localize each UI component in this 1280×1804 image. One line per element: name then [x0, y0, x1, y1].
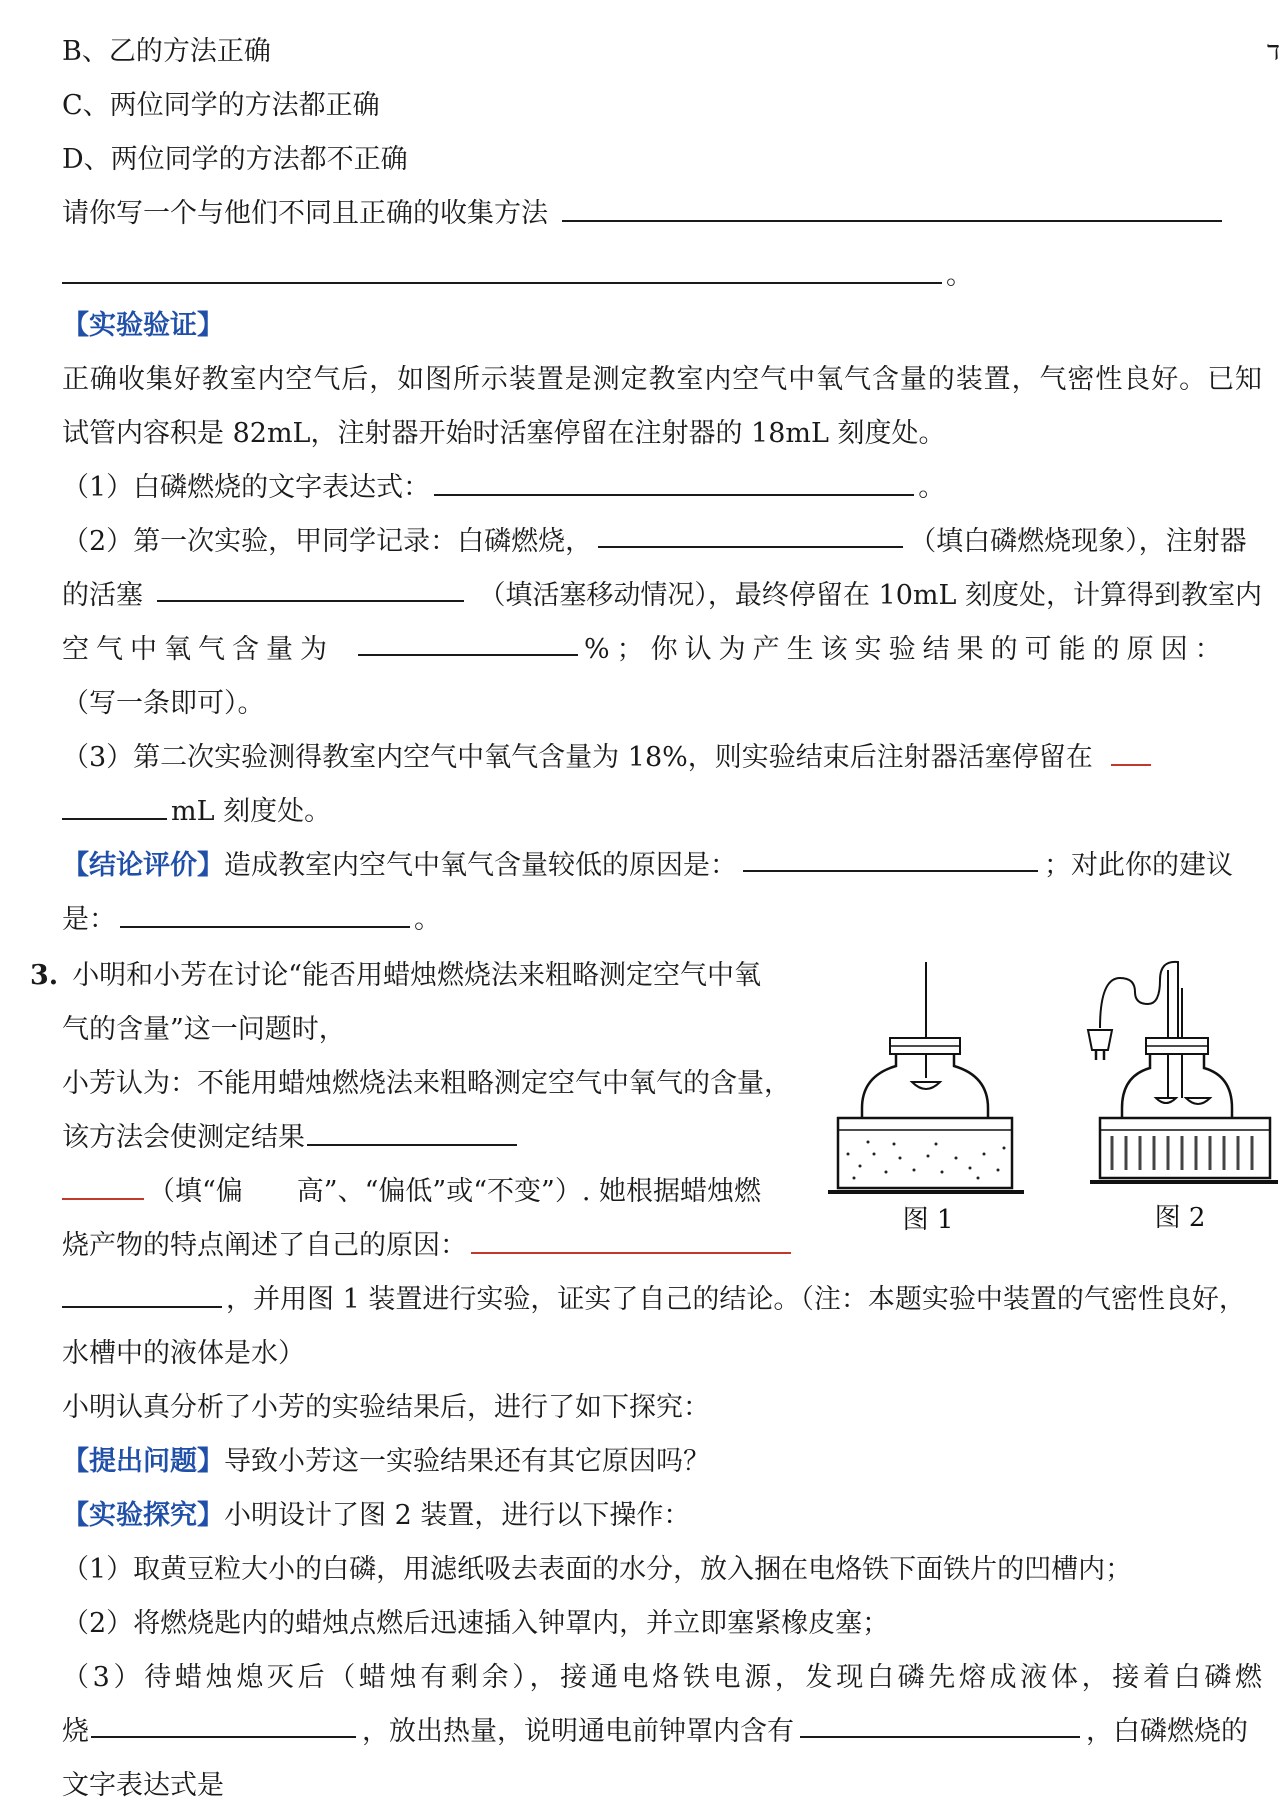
option-b: B、乙的方法正确: [62, 36, 271, 67]
answer-blank[interactable]: [743, 848, 1038, 872]
verify-text-line1: 正确收集好教室内空气后，如图所示装置是测定教室内空气中氧气含量的装置，气密性良好。已知: [62, 364, 1262, 395]
question-3-line1: （3）第二次实验测得教室内空气中氧气含量为 18%，则实验结束后注射器活塞停留在: [62, 740, 1155, 776]
collect-method-question: 请你写一个与他们不同且正确的收集方法: [62, 196, 1226, 232]
step-3-line3: 文字表达式是: [62, 1770, 224, 1801]
question-2-line4: （写一条即可）。: [62, 688, 265, 719]
question-3-line2: mL 刻度处。: [62, 794, 331, 830]
answer-blank[interactable]: [157, 578, 464, 602]
answer-blank[interactable]: [62, 260, 942, 284]
figure-2-caption: 图 2: [1154, 1203, 1206, 1233]
answer-blank[interactable]: [598, 524, 903, 548]
verify-text-line2: 试管内容积是 82mL，注射器开始时活塞停留在注射器的 18mL 刻度处。: [62, 418, 946, 449]
question-2-line2: 的活塞 （填活塞移动情况），最终停留在 10mL 刻度处，计算得到教室内: [62, 580, 1262, 611]
step-3-line2: 烧 ，放出热量，说明通电前钟罩内含有 ，白磷燃烧的: [62, 1716, 1248, 1747]
answer-blank[interactable]: [120, 904, 410, 928]
figure-2-apparatus: [1060, 958, 1280, 1238]
problem-3-line8: 水槽中的液体是水）: [62, 1338, 305, 1369]
answer-blank[interactable]: [62, 1176, 144, 1200]
answer-blank[interactable]: [562, 198, 1222, 222]
problem-3-line3: 小芳认为：不能用蜡烛燃烧法来粗略测定空气中氧气的含量，: [62, 1068, 791, 1099]
figure-1-apparatus: [828, 958, 1028, 1238]
option-d: D、两位同学的方法都不正确: [62, 144, 408, 175]
answer-blank[interactable]: [307, 1122, 517, 1146]
option-c: C、两位同学的方法都正确: [62, 90, 380, 121]
explore-intro: 【实验探究】小明设计了图 2 装置，进行以下操作：: [62, 1500, 691, 1531]
step-3-line1: （3）待蜡烛熄灭后（蜡烛有剩余），接通电烙铁电源，发现白磷先熔成液体，接着白磷燃: [62, 1662, 1262, 1693]
collect-method-line2: 。: [62, 258, 973, 294]
conclusion-line2: 是： 。: [62, 904, 441, 935]
step-1: （1）取黄豆粒大小的白磷，用滤纸吸去表面的水分，放入捆在电烙铁下面铁片的凹槽内；: [62, 1554, 1133, 1585]
problem-3-line9: 小明认真分析了小芳的实验结果后，进行了如下探究：: [62, 1392, 710, 1423]
section-heading-verify: 【实验验证】: [62, 310, 224, 341]
step-2: （2）将燃烧匙内的蜡烛点燃后迅速插入钟罩内，并立即塞紧橡皮塞；: [62, 1608, 890, 1639]
edge-mark: ד: [1267, 36, 1280, 67]
answer-blank[interactable]: [358, 632, 578, 656]
answer-blank[interactable]: [800, 1714, 1080, 1738]
answer-blank[interactable]: [1111, 742, 1151, 766]
problem-3-line1: 3. 小明和小芳在讨论“能否用蜡烛燃烧法来粗略测定空气中氧: [30, 960, 761, 991]
question-2-line3: 空气中氧气含量为 %；你认为产生该实验结果的可能的原因：: [62, 634, 1229, 665]
ask-question: 【提出问题】导致小芳这一实验结果还有其它原因吗？: [62, 1446, 710, 1477]
answer-blank[interactable]: [434, 472, 914, 496]
figure-1-caption: 图 1: [902, 1205, 954, 1235]
problem-3-line7: ，并用图 1 装置进行实验，证实了自己的结论。（注：本题实验中装置的气密性良好，: [62, 1282, 1246, 1318]
answer-blank[interactable]: [471, 1230, 791, 1254]
problem-3-line4: 该方法会使测定结果: [62, 1120, 521, 1156]
question-1: （1）白磷燃烧的文字表达式： 。: [62, 472, 946, 503]
answer-blank[interactable]: [62, 796, 167, 820]
problem-3-line6: 烧产物的特点阐述了自己的原因：: [62, 1228, 795, 1264]
answer-blank[interactable]: [91, 1714, 356, 1738]
problem-3-line2: 气的含量”这一问题时，: [62, 1014, 346, 1045]
answer-blank[interactable]: [62, 1284, 222, 1308]
question-2-line1: （2）第一次实验，甲同学记录：白磷燃烧， （填白磷燃烧现象），注射器: [62, 526, 1247, 557]
conclusion-line1: 【结论评价】 造成教室内空气中氧气含量较低的原因是： ；对此你的建议: [62, 850, 1233, 881]
problem-3-line5: （填“偏 高”、“偏低”或“不变”）. 她根据蜡烛燃: [62, 1174, 761, 1210]
